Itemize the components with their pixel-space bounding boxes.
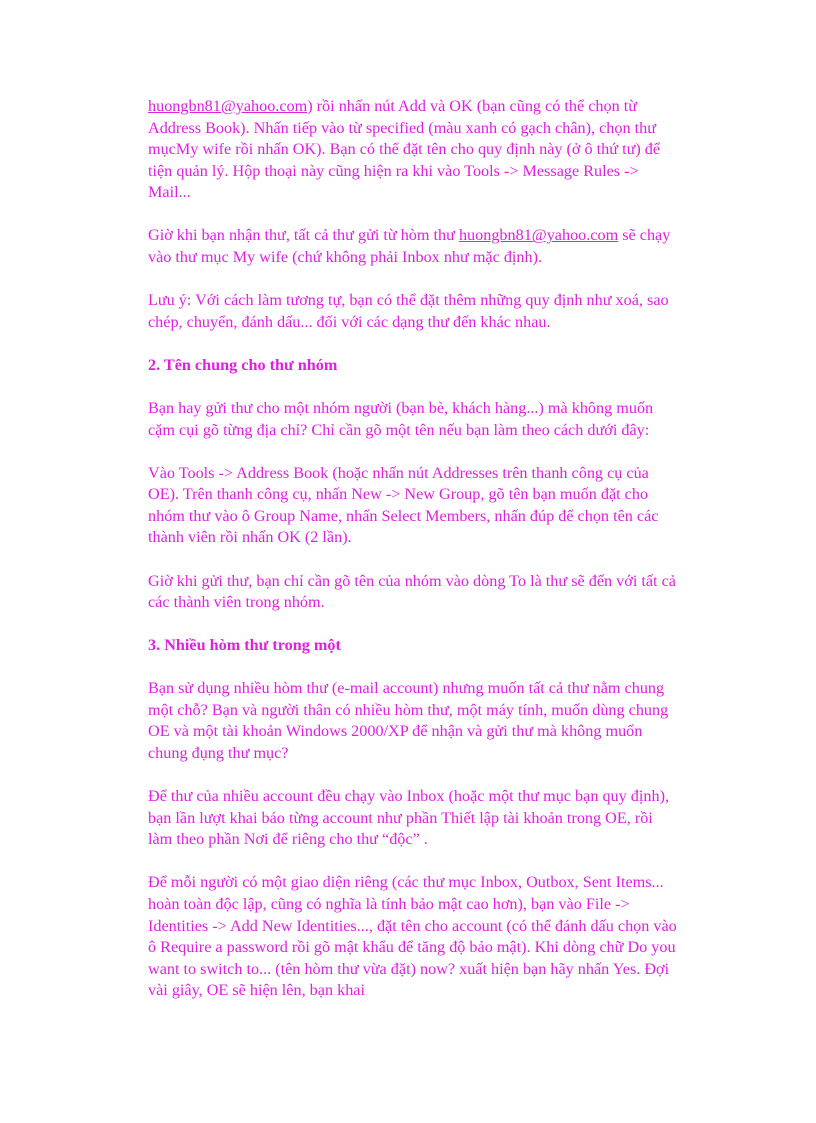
paragraph-group-send: Giờ khi gửi thư, bạn chỉ cần gõ tên của nhóm vào dòng To là thư sẽ đến với tất cả các thành viên trong nhóm. [148,571,676,612]
paragraph-rule-setup [148,96,680,204]
heading-multiple-mailboxes: 3. Nhiều hòm thư trong một [148,636,341,655]
paragraph-group-steps: Vào Tools -> Address Book (hoặc nhấn nút Addresses trên thanh công cụ của OE). Trên thanh công cụ, nhấn New -> New Group, gõ tên bạn muốn đặt cho nhóm thư vào ô Group Name, nhấn Select Members, nhấn đúp để chọn tên các thành viên rồi nhấn OK (2 lần). [148,463,659,547]
paragraph-receive-mail-after: sẽ chạy vào thư mục My wife (chứ không phải Inbox như mặc định). [148,226,671,267]
paragraph-receive-mail [148,225,680,268]
email-link-2[interactable]: huongbn81@yahoo.com [458,226,619,245]
paragraph-mailbox-intro: Bạn sử dụng nhiều hòm thư (e-mail account) nhưng muốn tất cả thư nằm chung một chỗ? Bạn và người thân có nhiều hòm thư, một máy tính, muốn dùng chung OE và một tài khoản Windows 2000/XP để nhận và gửi thư mà không muốn chung đụng thư mục? [148,679,669,763]
email-link[interactable]: huongbn81@yahoo.com [148,97,308,115]
paragraph-identities: Để mỗi người có một giao diện riêng (các thư mục Inbox, Outbox, Sent Items... hoàn toàn độc lập, cũng có nghĩa là tính bảo mật cao hơn), bạn vào File -> Identities -> Add New Identities..., đặt tên cho account (có thể đánh dấu chọn vào ô Require a password rồi gõ mật khẩu để tăng độ bảo mật). Khi dòng chữ Do you want to switch to... (tên hòm thư vừa đặt) now? xuất hiện bạn hãy nhấn Yes. Đợi vài giây, OE sẽ hiện lên, bạn khai [148,873,677,1000]
paragraph-mailbox-inbox: Để thư của nhiều account đều chạy vào Inbox (hoặc một thư mục bạn quy định), bạn lần lượt khai báo từng account như phần Thiết lập tài khoản trong OE, rồi làm theo phần Nơi để riêng cho thư “độc” . [148,787,670,849]
heading-group-name: 2. Tên chung cho thư nhóm [148,355,338,374]
paragraph-note: Lưu ý: Với cách làm tương tự, bạn có thể đặt thêm những quy định như xoá, sao chép, chuyển, đánh dấu... đối với các dạng thư đến khác nhau. [148,291,669,331]
document-body [148,96,680,1024]
paragraph-receive-mail-before: Giờ khi bạn nhận thư, tất cả thư gửi từ hòm thư [148,226,459,245]
paragraph-group-intro: Bạn hay gửi thư cho một nhóm người (bạn bè, khách hàng...) mà không muốn cặm cụi gõ từng địa chỉ? Chỉ cần gõ một tên nếu bạn làm theo cách dưới đây: [148,398,654,439]
paragraph-rule-setup-text: ) rồi nhấn nút Add và OK (bạn cũng có thể chọn từ Address Book). Nhấn tiếp vào từ specified (màu xanh có gạch chân), chọn thư mụcMy wife rồi nhấn OK). Bạn có thể đặt tên cho quy định này (ở ô thứ tư) để tiện quản lý. Hộp thoại này cũng hiện ra khi vào Tools -> Message Rules -> Mail... [148,97,661,202]
